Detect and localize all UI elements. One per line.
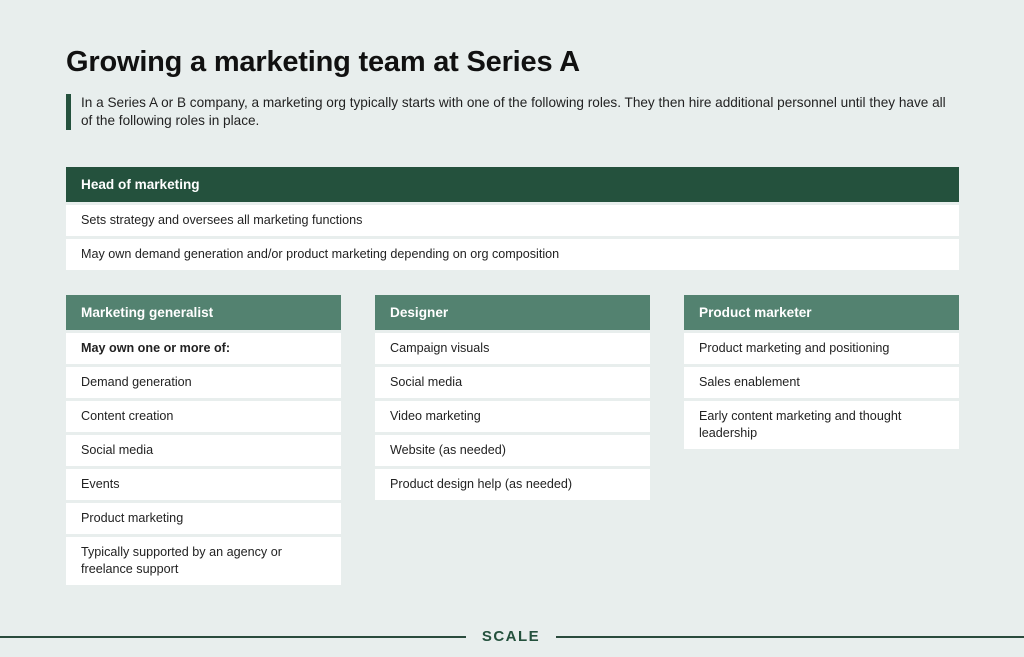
generalist-item: Social media — [66, 435, 341, 466]
designer-card — [375, 295, 650, 500]
page-title: Growing a marketing team at Series A — [66, 46, 580, 78]
head-of-marketing-header: Head of marketing — [66, 167, 959, 202]
designer-item: Campaign visuals — [375, 333, 650, 364]
designer-item: Video marketing — [375, 401, 650, 432]
product-item: Sales enablement — [684, 367, 959, 398]
generalist-item: Events — [66, 469, 341, 500]
product-item: Product marketing and positioning — [684, 333, 959, 364]
product-item: Early content marketing and thought leadership — [684, 401, 959, 449]
designer-header: Designer — [375, 295, 650, 330]
designer-item: Website (as needed) — [375, 435, 650, 466]
footer-divider-right — [556, 636, 1024, 638]
product-marketer-card — [684, 295, 959, 449]
scale-logo: SCALE — [481, 628, 541, 645]
marketing-generalist-card — [66, 295, 341, 585]
generalist-item: Product marketing — [66, 503, 341, 534]
head-of-marketing-card — [66, 167, 959, 270]
designer-item: Social media — [375, 367, 650, 398]
product-marketer-header: Product marketer — [684, 295, 959, 330]
head-item: Sets strategy and oversees all marketing functions — [66, 205, 959, 236]
footer-divider-left — [0, 636, 466, 638]
head-item: May own demand generation and/or product marketing depending on org composition — [66, 239, 959, 270]
intro-text: In a Series A or B company, a marketing org typically starts with one of the following roles. They then hire additional personnel until they have all of the following roles in place. — [66, 94, 956, 130]
designer-item: Product design help (as needed) — [375, 469, 650, 500]
generalist-item: Demand generation — [66, 367, 341, 398]
generalist-item: Typically supported by an agency or freelance support — [66, 537, 341, 585]
generalist-item: Content creation — [66, 401, 341, 432]
marketing-generalist-header: Marketing generalist — [66, 295, 341, 330]
generalist-lead: May own one or more of: — [66, 333, 341, 364]
